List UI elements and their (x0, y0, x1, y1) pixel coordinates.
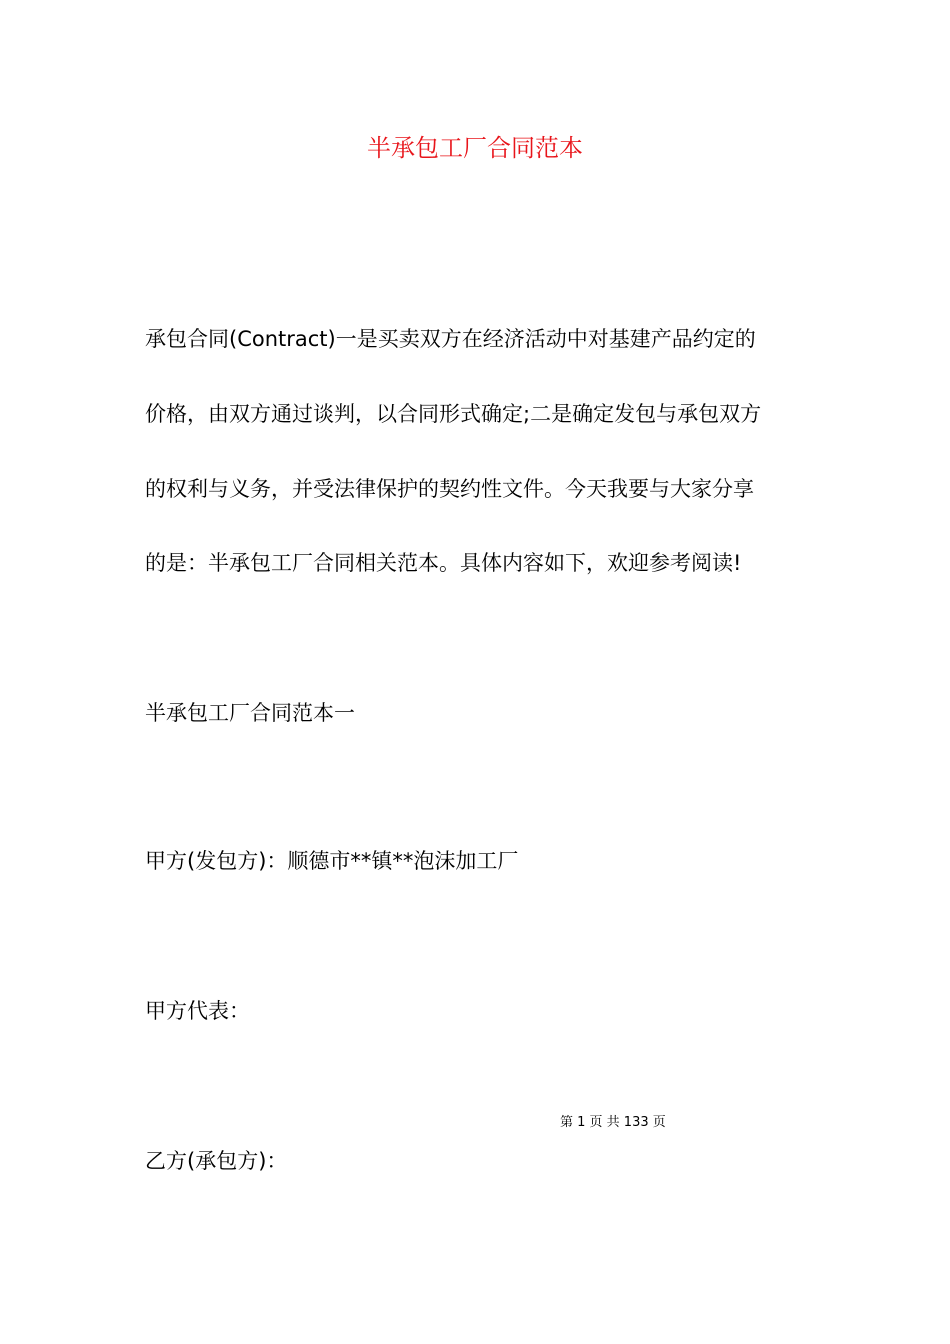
party-a-representative: 甲方代表： (145, 999, 250, 1023)
page-number-footer: 第 1 页 共 133 页 (560, 1115, 666, 1130)
party-b-line: 乙方(承包方)： (145, 1149, 288, 1173)
intro-line-3: 的权利与义务，并受法律保护的契约性文件。今天我要与大家分享 (145, 477, 754, 501)
intro-line-1: 承包合同(Contract)一是买卖双方在经济活动中对基建产品约定的 (145, 327, 756, 351)
party-a-line: 甲方(发包方)：顺德市**镇**泡沫加工厂 (145, 849, 519, 873)
intro-line-4: 的是：半承包工厂合同相关范本。具体内容如下，欢迎参考阅读! (145, 551, 742, 575)
section-heading: 半承包工厂合同范本一 (145, 701, 355, 725)
document-title: 半承包工厂合同范本 (367, 134, 583, 162)
intro-line-2: 价格，由双方通过谈判，以合同形式确定;二是确定发包与承包双方 (145, 402, 762, 426)
